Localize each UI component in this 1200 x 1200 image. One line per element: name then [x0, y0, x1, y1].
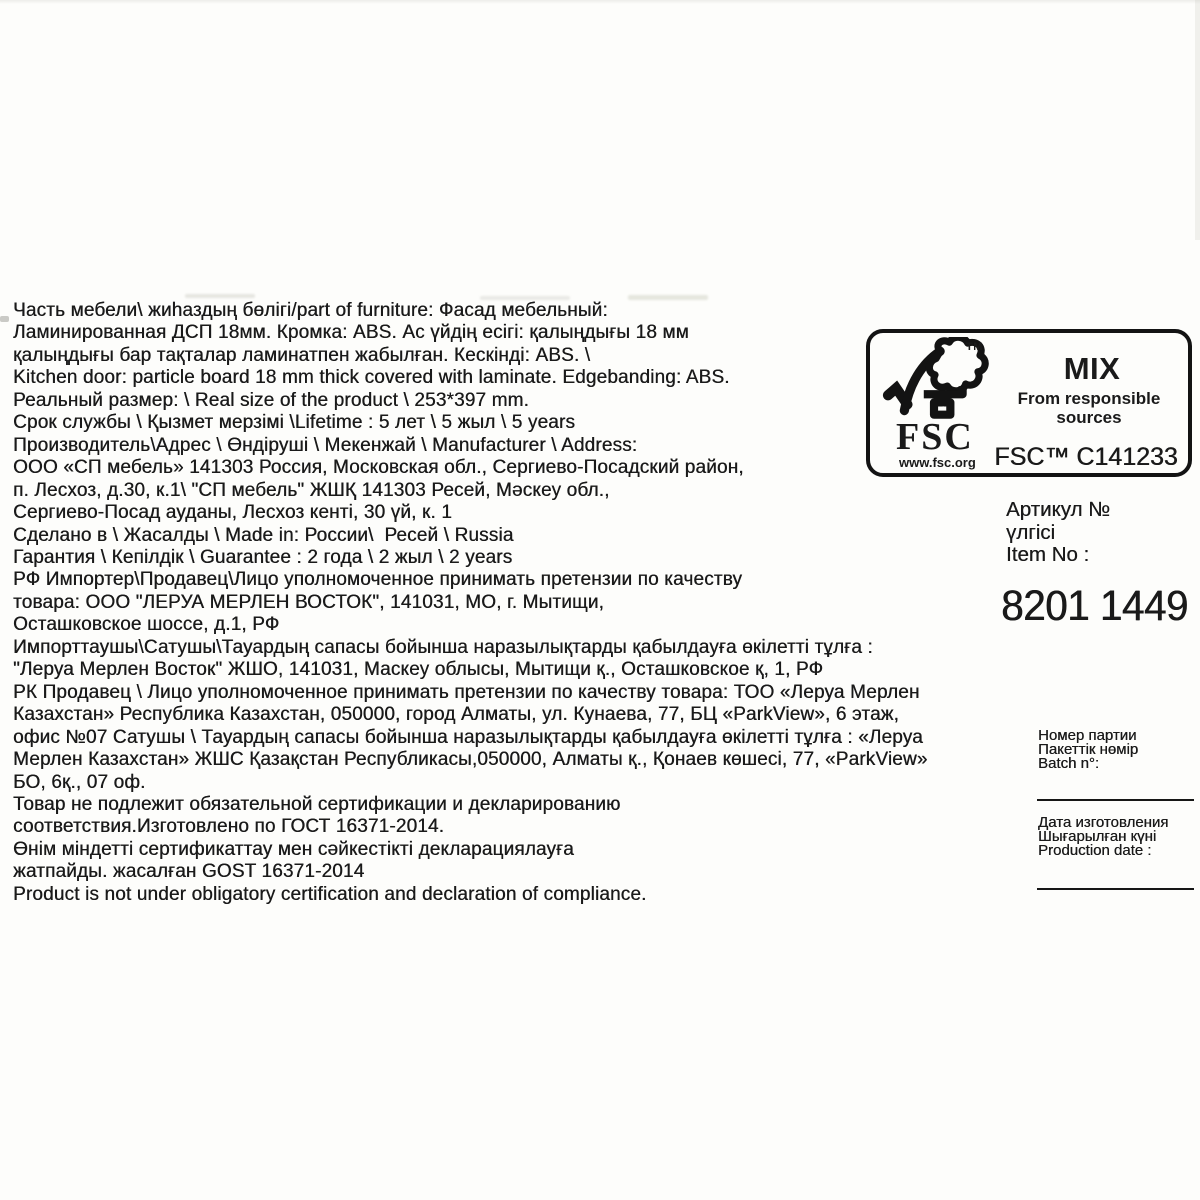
scan-artifact — [0, 0, 1200, 4]
fsc-sources-label — [986, 389, 1192, 427]
item-heading-en: Item No : — [1006, 543, 1090, 566]
label-line-guarantee: Гарантия \ Кепілдік \ Guarantee : 2 года \ 2 жыл \ 2 years — [13, 546, 513, 568]
label-line-seller-kz-4: Мерлен Казахстан» ЖШС Қазақстан Республикасы,050000, Алматы қ., Қонаев көшесі, 77, «ParkView» — [13, 749, 928, 771]
batch-heading-ru: Номер партии — [1038, 727, 1137, 744]
trademark-symbol: TM — [966, 341, 983, 353]
label-line-importer-kz-1: Импорттаушы\Сатушы\Тауардың сапасы бойынша наразылықтарды қабылдауға өкілетті тұлға : — [13, 636, 873, 658]
label-line-manufacturer-address-1: ООО «СП мебель» 141303 Россия, Московская обл., Сергиево-Посадский район, — [13, 457, 744, 479]
label-line-importer-kz-2: "Леруа Мерлен Восток" ЖШО, 141031, Маскеу облысы, Мытищи қ., Осташковское қ, 1, РФ — [13, 659, 824, 681]
label-line-certification-en: Product is not under obligatory certification and declaration of compliance. — [13, 883, 647, 905]
scan-artifact — [185, 294, 255, 298]
label-line-manufacturer-heading: Производитель\Адрес \ Өндіруші \ Мекенжай \ Manufacturer \ Address: — [13, 434, 638, 456]
label-line-certification-ru-1: Товар не подлежит обязательной сертификации и декларированию — [13, 793, 621, 815]
item-number-value: 8201 1449 — [1001, 582, 1188, 630]
label-line-made-in: Сделано в \ Жасалды \ Made in: России\ Ресей \ Russia — [13, 524, 514, 546]
label-line-part-of-furniture: Часть мебели\ жиһаздың бөлігі/part of furniture: Фасад мебельный: — [13, 300, 608, 321]
label-text-block — [13, 300, 928, 906]
label-line-importer-ru-1: РФ Импортер\Продавец\Лицо уполномоченное принимать претензии по качеству — [13, 569, 743, 591]
fsc-url: www.fsc.org — [899, 455, 976, 470]
production-heading-en: Production date : — [1038, 841, 1152, 859]
item-heading-kz: үлгісі — [1006, 520, 1056, 544]
label-line-seller-kz-3: офис №07 Сатушы \ Тауардың сапасы бойынша наразылықтарды қабылдауға өкілетті тұлға : «Леруа — [13, 726, 923, 748]
label-line-certification-ru-2: соответствия.Изготовлено по ГОСТ 16371-2014. — [13, 816, 445, 838]
production-heading-ru: Дата изготовления — [1038, 814, 1169, 831]
batch-heading-kz: Пакеттік нөмір — [1038, 740, 1139, 758]
production-date-blank-line — [1037, 888, 1194, 890]
fsc-wordmark: FSC — [896, 416, 974, 458]
label-line-seller-kz-2: Казахстан» Республика Казахстан, 050000, город Алматы, ул. Кунаева, 77, БЦ «ParkView», 6 этаж, — [13, 704, 899, 726]
label-line-real-size: Реальный размер: \ Real size of the product \ 253*397 mm. — [13, 389, 529, 411]
label-line-material-en: Kitchen door: particle board 18 mm thick covered with laminate. Edgebanding: ABS. — [13, 367, 730, 389]
label-line-certification-kz-2: жатпайды. жасалған GOST 16371-2014 — [13, 861, 365, 883]
fsc-sources-line-2: sources — [1056, 408, 1122, 427]
label-line-lifetime: Срок службы \ Қызмет мерзімі \Lifetime : 5 лет \ 5 жыл \ 5 years — [13, 412, 576, 434]
item-number-heading — [1006, 499, 1110, 567]
batch-number-blank-line — [1037, 799, 1194, 801]
label-line-material-kz: қалыңдығы бар тақталар ламинатпен жабылған. Кескінді: ABS. \ — [13, 344, 591, 366]
label-line-certification-kz-1: Өнім міндетті сертификаттау мен сәйкестікті декларациялауға — [13, 838, 574, 860]
production-date-heading — [1038, 816, 1168, 857]
scan-artifact — [0, 316, 9, 322]
label-line-seller-kz-5: БО, 6қ., 07 оф. — [13, 771, 146, 793]
label-line-seller-kz-1: РК Продавец \ Лицо уполномоченное принимать претензии по качеству товара: ТОО «Леруа Мерлен — [13, 681, 920, 703]
item-heading-ru: Артикул № — [1006, 498, 1111, 521]
batch-number-heading — [1038, 729, 1138, 770]
scan-artifact — [1195, 0, 1200, 240]
label-line-manufacturer-address-3: Сергиево-Посад ауданы, Лесхоз кенті, 30 үй, к. 1 — [13, 502, 452, 524]
fsc-certification-badge — [866, 329, 1192, 477]
fsc-license-code: FSC™ C141233 — [994, 443, 1178, 471]
label-line-importer-ru-2: товара: ООО "ЛЕРУА МЕРЛЕН ВОСТОК", 141031, МО, г. Мытищи, — [13, 591, 604, 613]
label-line-manufacturer-address-2: п. Лесхоз, д.30, к.1\ "СП мебель" ЖШҚ 141303 Ресей, Мәскеу обл., — [13, 479, 610, 501]
production-heading-kz: Шығарылған күні — [1038, 827, 1157, 845]
label-line-material-ru: Ламинированная ДСП 18мм. Кромка: ABS. Ас үйдің есігі: қалыңдығы 18 мм — [13, 322, 689, 344]
fsc-sources-line-1: From responsible — [1017, 389, 1161, 408]
label-line-importer-ru-3: Осташковское шоссе, д.1, РФ — [13, 614, 280, 636]
fsc-mix-label: MIX — [1063, 351, 1121, 386]
batch-heading-en: Batch n°: — [1038, 754, 1100, 772]
